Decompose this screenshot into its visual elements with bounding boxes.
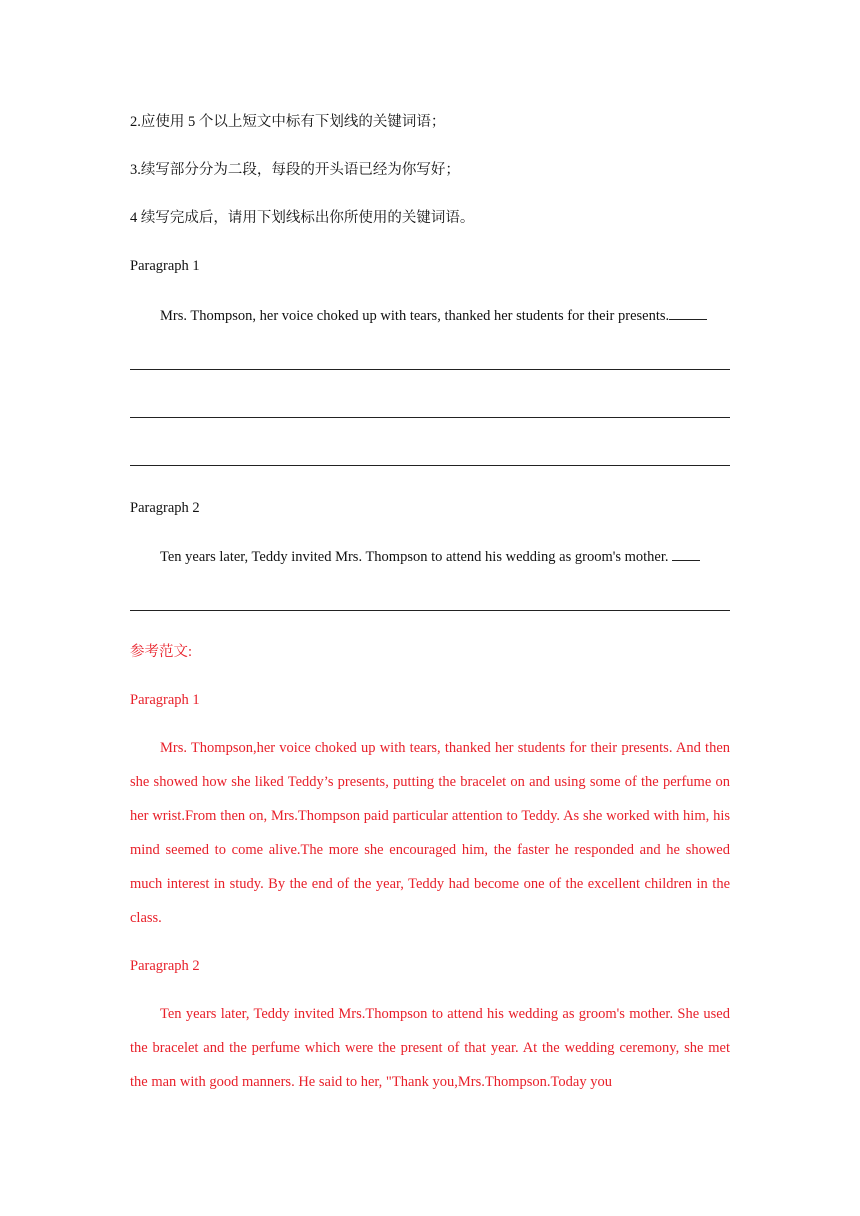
task-paragraph-1-starter	[160, 305, 707, 326]
sample-heading: 参考范文:	[130, 644, 193, 660]
sample-paragraph-2-label: Paragraph 2	[130, 958, 200, 974]
task-paragraph-2-label: Paragraph 2	[130, 500, 200, 516]
task-paragraph-1-starter-text: Mrs. Thompson, her voice choked up with tears, thanked her students for their presents.	[160, 308, 670, 324]
task-paragraph-1-label: Paragraph 1	[130, 258, 200, 274]
answer-blank[interactable]	[672, 546, 700, 561]
answer-line[interactable]	[130, 417, 730, 418]
instruction-4: 4 续写完成后，请用下划线标出你所使用的关键词语。	[130, 210, 475, 226]
task-paragraph-2-starter-text: Ten years later, Teddy invited Mrs. Thompson to attend his wedding as groom's mother.	[160, 549, 669, 565]
instruction-3: 3.续写部分分为二段，每段的开头语已经为你写好；	[130, 162, 460, 178]
sample-paragraph-1-label: Paragraph 1	[130, 692, 200, 708]
answer-line[interactable]	[130, 369, 730, 370]
answer-line[interactable]	[130, 610, 730, 611]
sample-paragraph-2-text: Ten years later, Teddy invited Mrs.Thompson to attend his wedding as groom's mother. She used the bracelet and the perfume which were the present of that year. At the wedding ceremony, she met the man with good manners. He said to her, "Thank you,Mrs.Thompson.Today you	[130, 1006, 730, 1090]
task-paragraph-2-starter	[160, 546, 700, 567]
sample-paragraph-1-text: Mrs. Thompson,her voice choked up with tears, thanked her students for their presents. And then she showed how she liked Teddy’s presents, putting the bracelet on and using some of the perfume on her wrist.From then on, Mrs.Thompson paid particular attention to Teddy. As she worked with him, his mind seemed to come alive.The more she encouraged him, the faster he responded and he showed much interest in study. By the end of the year, Teddy had become one of the excellent children in the class.	[130, 740, 730, 926]
answer-blank[interactable]	[669, 305, 707, 320]
answer-line[interactable]	[130, 465, 730, 466]
instruction-2: 2.应使用 5 个以上短文中标有下划线的关键词语；	[130, 114, 446, 130]
